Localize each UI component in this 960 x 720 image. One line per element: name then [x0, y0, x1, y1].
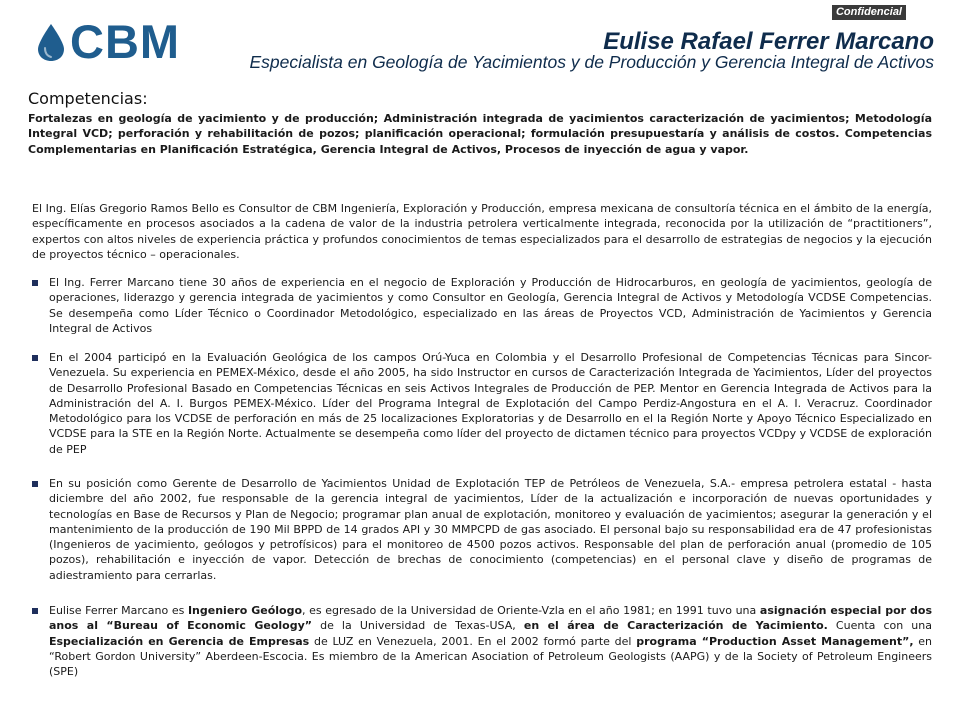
bullet-item-pdvsa — [32, 476, 932, 583]
intro-paragraph: El Ing. Elías Gregorio Ramos Bello es Consultor de CBM Ingeniería, Exploración y Producción, empresa mexicana de consultoría técnica en el ámbito de la energía, específicamente en procesos asociados a la cadena de valor de la industria petrolera verticalmente integrada, reconocida por la utilización de “practitioners”, expertos con altos niveles de experiencia práctica y profundos conocimientos de temas especializados para el desarrollo de estrategias de negocios y la ejecución de proyectos técnico – operacionales. — [32, 202, 932, 261]
water-drop-icon — [36, 22, 66, 62]
text-segment: , es egresado de la Universidad de Oriente-Vzla en el año 1981; en 1991 tuvo una — [302, 604, 760, 617]
text-segment: de la Universidad de Texas-USA, — [312, 619, 524, 633]
bold-text-segment: programa “Production Asset Management”, — [636, 634, 914, 648]
text-segment: El Ing. Ferrer Marcano tiene 30 años de experiencia en el negocio de Exploración y Producción de Hidrocarburos, en geología de yacimientos, geología de operaciones, liderazgo y gerencia integrada de yacimientos y como Consultor en Geología, Gerencia Integral de Activos y Metodología VCDSE Competencias. Se desempeña como Líder Técnico o Coordinador Metodológico, especializado en las áreas de Proyectos VCD, Administración de Yacimientos y Gerencia Integral de Activos — [49, 276, 932, 335]
bullet-item-education — [32, 603, 932, 679]
bold-text-segment: asignación especial por dos anos al “Bureau of Economic Geology” — [49, 604, 933, 633]
text-segment: de LUZ en Venezuela, 2001. En el 2002 formó parte del — [309, 634, 637, 648]
cbm-logo — [36, 15, 181, 68]
bullet-text — [49, 476, 932, 583]
text-segment: En el 2004 participó en la Evaluación Geológica de los campos Orú-Yuca en Colombia y el Desarrollo Profesional de Competencias Técnicas para Sincor-Venezuela. Su experiencia en PEMEX-México, desde el año 2005, ha sido Instructor en cursos de Caracterización Integrada de Yacimientos, Líder del proyectos de Desarrollo Profesional Basado en Competencias Técnicas en seis Activos Integrales de Producción de PEP. Mentor en Gerencia Integrada de Activos para la Administración del A. I. Burgos PEMEX-México. Líder del Programa Integral de Explotación del Campo Perdiz-Angostura en el A. I. Veracruz. Coordinador Metodológico para los VCDSE de perforación en más de 25 localizaciones Exploratorias y de Desarrollo en el la Región Norte y Apoyo Técnico Especializado en VCDSE para la STE en la Región Norte. Actualmente se desempeña como líder del proyecto de dictamen técnico para proyectos VCDpy y VCDSE de exploración de PEP — [49, 351, 932, 456]
bullet-text — [49, 350, 932, 457]
bold-text-segment: Ingeniero Geólogo — [187, 604, 303, 617]
logo-wordmark: CBM — [70, 15, 181, 68]
bullet-text — [49, 275, 932, 336]
square-bullet-icon — [32, 481, 38, 487]
bullet-text — [49, 603, 932, 679]
square-bullet-icon — [32, 280, 38, 286]
person-subtitle: Especialista en Geología de Yacimientos y de Producción y Gerencia Integral de Activos — [249, 52, 934, 72]
competencias-heading: Competencias: — [28, 89, 148, 108]
bold-text-segment: Especialización en Gerencia de Empresas — [49, 634, 310, 648]
text-segment: En su posición como Gerente de Desarrollo de Yacimientos Unidad de Explotación TEP de Petróleos de Venezuela, S.A.- empresa petrolera estatal - hasta diciembre del año 2002, fue responsable de la gerencia integral de yacimientos, Líder de la actualización e incorporación de nuevas oportunidades y tecnologías en Base de Recursos y Plan de Negocio; programar plan anual de explotación, monitoreo y evaluación de yacimientos; asegurar la generación y el mantenimiento de la producción de 190 Mil BPPD de 14 grados API y 30 MMPCPD de gas asociado. El personal bajo su responsabilidad era de 47 profesionistas (Ingenieros de yacimiento, geólogos y petrofísicos) para el monitoreo de 4500 pozos activos. Responsable del plan de perforación anual (promedio de 105 pozos), rehabilitación e inyección de vapor. Detección de brechas de conocimiento (competencias) en el personal clave y diseño de programas de adiestramiento para cerrarlas. — [49, 477, 932, 582]
square-bullet-icon — [32, 355, 38, 361]
text-segment: en “Robert Gordon University” Aberdeen-Escocia. Es miembro de la American Asociation of Petroleum Geologists (AAPG) y de la Society of Petroleum Engineers (SPE) — [49, 634, 933, 679]
person-name: Eulise Rafael Ferrer Marcano — [603, 28, 934, 55]
bullet-item-experience — [32, 275, 932, 336]
bold-text-segment: en el área de Caracterización de Yacimiento. — [523, 619, 828, 633]
confidential-label: Confidencial — [832, 5, 906, 20]
text-segment: Eulise Ferrer Marcano es — [49, 604, 188, 617]
square-bullet-icon — [32, 608, 38, 614]
text-segment: Cuenta con una — [827, 619, 932, 633]
competencias-text: Fortalezas en geología de yacimiento y de producción; Administración integrada de yacimientos caracterización de yacimientos; Metodología Integral VCD; perforación y rehabilitación de pozos; planificación operacional; formulación presupuestaría y análisis de costos. Competencias Complementarias en Planificación Estratégica, Gerencia Integral de Activos, Procesos de inyección de agua y vapor. — [28, 112, 932, 156]
bullet-item-pemex — [32, 350, 932, 457]
